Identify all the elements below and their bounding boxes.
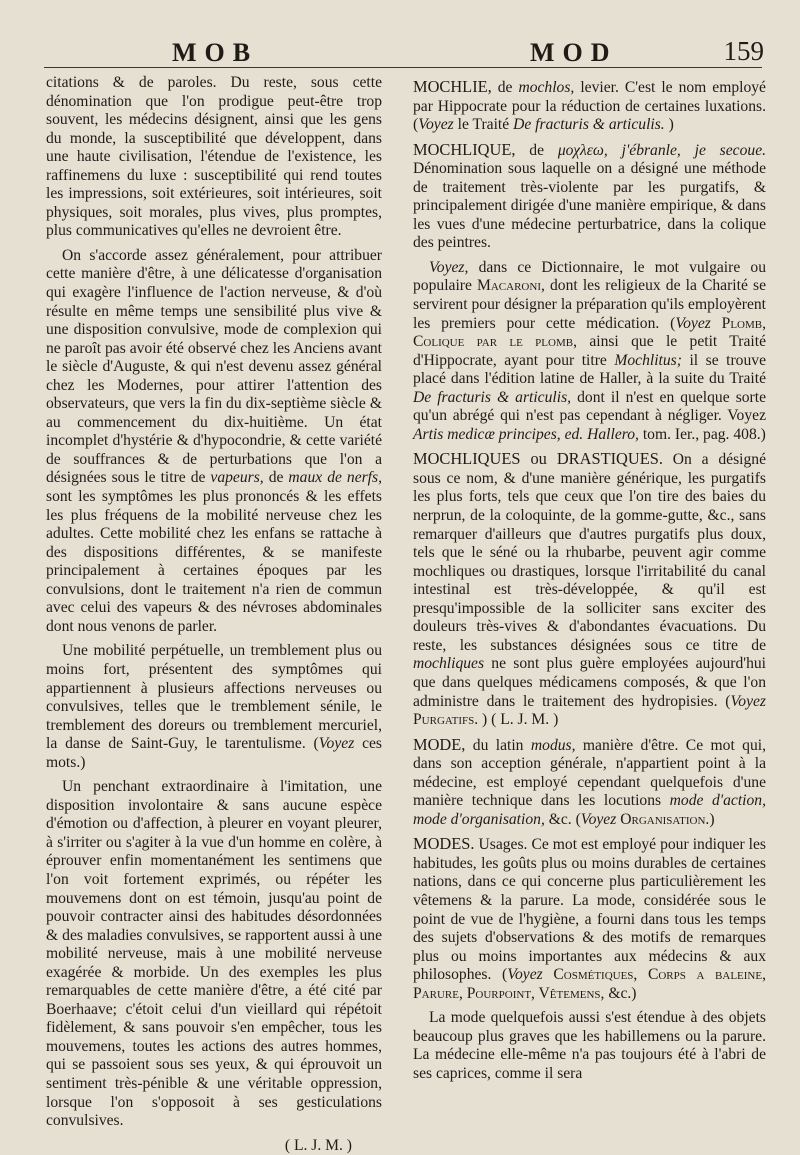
- headword: MOCHLIE,: [413, 77, 492, 96]
- headword: MODE,: [413, 734, 466, 754]
- voyez-ref: Voyez: [418, 116, 454, 134]
- entry-text: dans ce Dictionnaire, le mot vulgaire ou populaire: [413, 258, 766, 295]
- etymology: modus,: [530, 736, 576, 754]
- headword: MOCHLIQUE,: [413, 139, 516, 159]
- paragraph-text: sont les symptômes les plus prononcés & les effets les plus fréquens de la mobilité nerveuse chez les adultes. Cette mobilité chez les enfans se rattache à des dispositions différentes, & se manifeste principalement à certaines époques par les convulsions, dont le traitement n'a rien de commun avec celui des vapeurs & des névroses abdominales dont nous venons de parler.: [46, 488, 382, 635]
- paragraph-tremblement: Une mobilité perpétuelle, un tremblement plus ou moins fort, présentent des symptômes qui appartiennent à plusieurs affections nerveuses ou convulsives, telles que le tremblement sénile, le tremblement des doreurs ou tremblement mercuriel, la danse de Saint-Guy, le tarentulisme. (Voyez ces mots.): [46, 642, 383, 771]
- entry-text: manière d'être. Ce mot qui, dans son acception générale, n'appartient point à la médecine, est employé cependant quelquefois d'une manière technique dans les locutions: [413, 736, 767, 810]
- entry-text: dont les religieux de la Charité se servirent pour désigner la préparation qu'ils employèrent les premiers pour cette médication. (: [413, 277, 766, 332]
- entry-text: dont il n'est en quelque sorte qu'un abrégé qui n'est pas cependant à négliger. Voyez: [413, 388, 767, 425]
- work-title: Mochlitus;: [614, 351, 682, 369]
- cross-ref: Organisation.: [620, 810, 710, 828]
- voyez-ref: Voyez,: [429, 258, 469, 276]
- running-head-left: MOB: [172, 38, 259, 67]
- italic-term: mochliques: [413, 655, 485, 673]
- author-signature: ) ( L. J. M. ): [482, 711, 559, 729]
- paragraph-delicatesse: [46, 247, 382, 636]
- paragraph-citations: citations & de paroles. Du reste, sous cette dénomination que l'on prodigue peut-être trop souvent, les médecins désignent, ainsi que les gens du monde, la susceptibilité que développent, dans une haute civilisation, l'étendue de l'existence, les raffinemens du luxe : susceptibilité qui rend toutes les impressions, soit extérieures, soit intérieures, soit physiques, soit morales, plus vives, plus promptes, plus communicatives qu'elles ne devroient être.: [46, 74, 382, 240]
- voyez-ref: Voyez: [318, 735, 355, 753]
- entry-mochlique: [413, 141, 766, 253]
- voyez-ref: Voyez: [507, 966, 543, 984]
- entry-text: de: [497, 79, 513, 96]
- entry-text: &c.): [608, 984, 637, 1002]
- running-head-right: MOD: [530, 38, 618, 67]
- paragraph-imitation: Un penchant extraordinaire à l'imitation, une disposition involontaire & sans aucune espèce d'émotion ou d'affection, à pleurer en voyant pleurer, à s'irriter ou s'agiter à la vue d'un homme en colère, à éprouver enfin momentanément les sentimens que l'on voit fortement exprimés, ou répéter les mouvemens dont on est témoin, jusqu'au point de pouvoir contracter ainsi des habitudes désordonnées & des maladies convulsives, se rapportent aussi à une mobilité nerveuse, mais à une mobilité nerveuse exagérée & morbide. Un des exemples les plus remarquables de cette manière d'être, a été cité par Boerhaave; c'étoit celui d'un vieillard qui répétoit fidèlement, & sans pouvoir s'en empêcher, tous les mouvemens, toutes les actions des autres hommes, qui se passoient sous ses yeux, & qui éprouvoit un sentiment très-pénible & une véritable oppression, lorsque l'on s'opposoit à ses gesticulations convulsives.: [46, 778, 382, 1130]
- header-rule: [44, 67, 762, 68]
- right-column: [413, 74, 766, 1089]
- cross-ref: Cosmétiques, Corps a baleine, Parure, Pourpoint, Vêtemens,: [413, 966, 766, 1002]
- work-title: Artis medicæ principes, ed. Hallero,: [413, 425, 639, 443]
- entry-text: ): [668, 116, 674, 134]
- cross-ref: Plomb, Colique par le plomb,: [413, 314, 766, 351]
- left-column: [46, 74, 382, 1155]
- paragraph-text: de: [268, 469, 284, 487]
- paragraph-voyez-macaroni: [413, 259, 766, 444]
- entry-text: ): [709, 810, 715, 828]
- voyez-ref: Voyez: [675, 314, 711, 332]
- voyez-ref: Voyez: [730, 692, 766, 710]
- entry-text: ne sont plus guère employées aujourd'hui que dans quelques médicamens composés, & que l'on administre dans le traitement des hydropisies. (: [413, 655, 766, 710]
- author-signature: ( L. J. M. ): [284, 1136, 352, 1154]
- entry-text: de: [529, 141, 544, 159]
- cross-ref: Macaroni,: [477, 277, 545, 295]
- entry-text: Dénomination sous laquelle on a désigné une méthode de traitement très-violente par les purgatifs, & principalement dirigée d'une manière empirique, & dans les vues d'une médecine perturbatrice, dans la colique des peintres.: [413, 160, 766, 252]
- entry-text: tom. Ier., pag. 408.): [642, 425, 766, 443]
- page-number: 159: [723, 36, 764, 66]
- paragraph-text: Une mobilité perpétuelle, un tremblement plus ou moins fort, présentent des symptômes qui appartiennent à plusieurs affections nerveuses ou convulsives, telles que le tremblement sénile, le tremblement des doreurs ou tremblement mercuriel, la danse de Saint-Guy, le tarentulisme.: [46, 642, 382, 753]
- voyez-ref: Voyez: [580, 810, 617, 828]
- work-title: De fracturis & articulis,: [413, 388, 572, 406]
- italic-term: mode d'action, mode d'organisation,: [413, 792, 766, 828]
- cross-ref: Purgatifs.: [413, 711, 479, 729]
- ref-text: ces mots.): [46, 735, 383, 771]
- entry-mode: [413, 736, 766, 830]
- entry-text: Usages. Ce mot est employé pour indiquer les habitudes, les goûts plus ou moins durables de certaines nations, dans ce qui concerne plus particulièrement les vêtemens & la parure. La mode, considérée sous le point de vue de l'hygiène, a fourni dans tous les temps des sujets d'observations & des motifs de remarques plus ou moins importantes aux médecins & aux philosophes. (: [413, 836, 766, 984]
- entry-text: On a désigné sous ce nom, & d'une manière générique, les purgatifs les plus forts, tels que ceux que l'on tire des baies du nerprun, de la coloquinte, de la gomme-gutte, &c., sans remarquer d'ailleurs que d'autres purgatifs plus doux, tels que le séné ou la rhubarbe, peuvent agir comme mochliques ou drastiques, lorsque l'irritabilité du canal intestinal est très-développée, & qu'il est presqu'impossible de la solliciter sans exciter des douleurs très-vives & d'abondantes évacuations. Du reste, les substances désignées sous ce titre de: [413, 451, 766, 654]
- etymology: μοχλεω, j'ébranle, je secoue.: [557, 141, 767, 159]
- italic-term: maux de nerfs,: [288, 469, 382, 487]
- paragraph-text: On s'accorde assez généralement, pour attribuer cette manière d'être, à une délicatesse d'organisation qui exagère l'influence de l'action nerveuse, & d'où résulte en même temps une sensibilité plus vive & une disposition convulsive, mode de complexion qui ne paroît pas avoir été observé chez les Anciens avant le siècle d'Auguste, & qui n'est devenu assez général chez les Modernes, pour attirer l'attention des observateurs, que vers la fin du dix-septième siècle & au commencement du dix-huitième. Un état incomplet d'hystérie & d'hypocondrie, & cette variété de souffrances & de perturbations que l'on a désignées sous le titre de: [46, 246, 382, 487]
- headword: MODES.: [413, 834, 475, 854]
- entry-mochliques-drastiques: [413, 450, 766, 729]
- headword: MOCHLIQUES ou DRASTIQUES.: [413, 449, 663, 469]
- entry-text: le Traité: [457, 116, 510, 134]
- entry-modes: [413, 835, 766, 1003]
- etymology: mochlos,: [518, 79, 575, 96]
- entry-text: il se trouve placé dans l'édition latine de Haller, à la suite du Traité: [413, 351, 766, 388]
- work-title: De fracturis & articulis.: [513, 116, 665, 134]
- entry-text: ainsi que le petit Traité d'Hippocrate, ayant pour titre: [413, 333, 766, 369]
- entry-mochlie: [413, 78, 766, 135]
- paragraph-mode-continued: La mode quelquefois aussi s'est étendue à des objets beaucoup plus graves que les habillemens ou la parure. La médecine elle-même n'a pas toujours été à l'abri de ses caprices, comme il sera: [413, 1009, 766, 1082]
- italic-term: vapeurs,: [210, 469, 264, 487]
- entry-text: &c. (: [548, 810, 581, 828]
- entry-text: levier. C'est le nom employé par Hippocrate pour la réduction de certaines luxations. (: [413, 79, 766, 134]
- entry-text: du latin: [472, 736, 524, 754]
